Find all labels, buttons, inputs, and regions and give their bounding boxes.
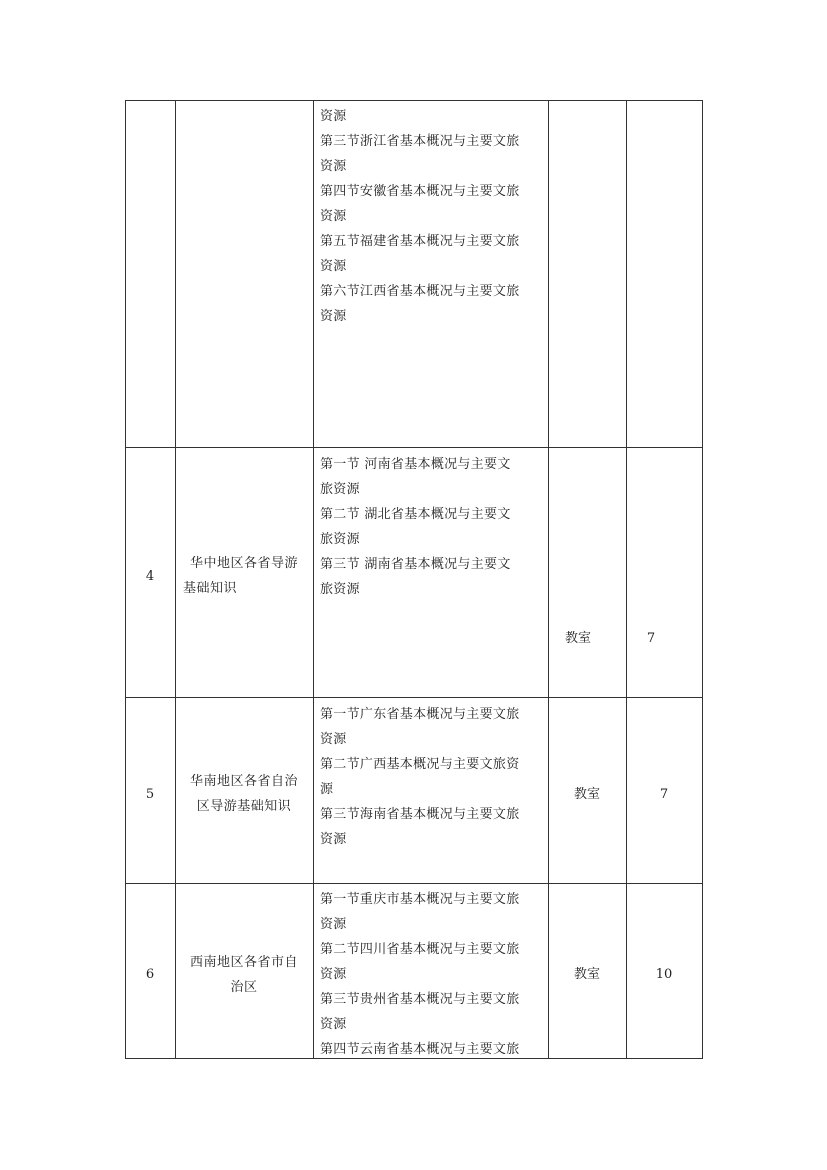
table-col-divider: [626, 100, 627, 1059]
content-line: 第二节广西基本概况与主要文旅资: [320, 757, 520, 772]
content-line: 资源: [320, 967, 347, 982]
content-line: 第三节海南省基本概况与主要文旅: [320, 807, 520, 822]
row-content-cell: [320, 702, 542, 852]
row-content-cell: [320, 452, 542, 602]
content-line: 第四节云南省基本概况与主要文旅: [320, 1042, 520, 1057]
row-title: [175, 769, 313, 819]
table-row-divider: [125, 447, 703, 448]
table-col-divider: [548, 100, 549, 1059]
content-line: 第一节广东省基本概况与主要文旅: [320, 707, 520, 722]
content-line: 旅资源: [320, 532, 360, 547]
title-line: 基础知识: [183, 581, 238, 596]
content-line: 第三节贵州省基本概况与主要文旅: [320, 992, 520, 1007]
content-line: 资源: [320, 917, 347, 932]
row-number: 5: [145, 787, 155, 802]
row-location: 教室: [573, 967, 600, 982]
row-content-cell: [320, 887, 542, 1062]
content-line: 第一节重庆市基本概况与主要文旅: [320, 892, 520, 907]
content-line: 旅资源: [320, 582, 360, 597]
row-location: 教室: [573, 787, 600, 802]
content-line: 旅资源: [320, 482, 360, 497]
content-line: 第五节福建省基本概况与主要文旅: [320, 234, 520, 249]
title-line: 西南地区各省市自: [189, 955, 298, 970]
table-col-divider: [313, 100, 314, 1059]
content-line: 源: [320, 782, 334, 797]
title-line: 治区: [230, 980, 258, 995]
content-line: 第三节 湖南省基本概况与主要文: [320, 557, 511, 572]
row-number: 6: [145, 967, 155, 982]
row-hours: 7: [659, 787, 669, 802]
content-line: 第三节浙江省基本概况与主要文旅: [320, 134, 520, 149]
content-line: 资源: [320, 732, 347, 747]
content-line: 第二节 湖北省基本概况与主要文: [320, 507, 511, 522]
content-line: 资源: [320, 109, 347, 124]
title-line: 区导游基础知识: [196, 799, 292, 814]
content-line: 资源: [320, 259, 347, 274]
table-row-divider: [125, 883, 703, 884]
content-line: 资源: [320, 309, 347, 324]
row-content-cell: [320, 104, 542, 329]
row-title: [175, 950, 313, 1000]
table-row-divider: [125, 697, 703, 698]
content-line: 资源: [320, 209, 347, 224]
row-number: 4: [145, 569, 155, 584]
title-line: 华南地区各省自治: [189, 774, 298, 789]
table-border-top: [125, 100, 703, 101]
content-line: 第四节安徽省基本概况与主要文旅: [320, 184, 520, 199]
content-line: 资源: [320, 159, 347, 174]
content-line: 资源: [320, 1017, 347, 1032]
title-line: 华中地区各省导游: [189, 556, 298, 571]
content-line: 第二节四川省基本概况与主要文旅: [320, 942, 520, 957]
content-line: 第六节江西省基本概况与主要文旅: [320, 284, 520, 299]
content-line: 资源: [320, 832, 347, 847]
row-title: [175, 551, 313, 601]
row-hours: 10: [655, 967, 673, 982]
content-line: 第一节 河南省基本概况与主要文: [320, 457, 511, 472]
table-border-right: [702, 100, 703, 1059]
row-location: 教室: [564, 631, 591, 646]
row-hours: 7: [646, 631, 656, 646]
